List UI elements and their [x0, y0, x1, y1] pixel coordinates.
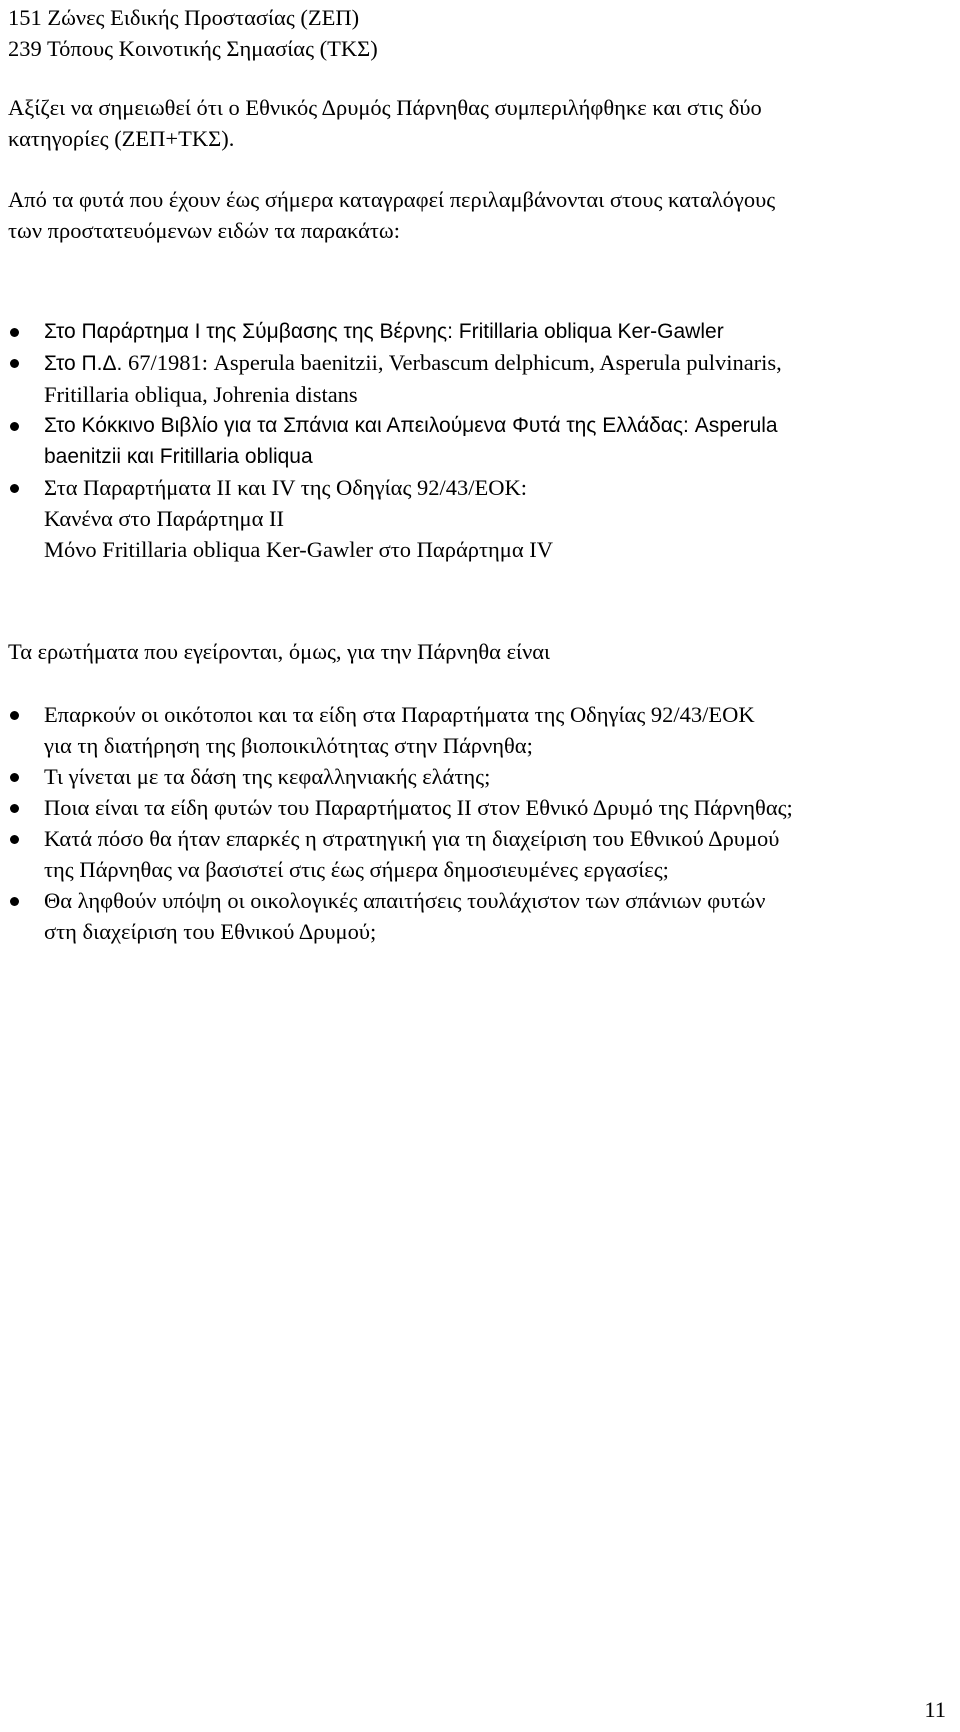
list-item-line: baenitzii και Fritillaria obliqua [44, 445, 313, 468]
parnitha-note [8, 92, 762, 154]
list-item-line: στη διαχείριση του Εθνικού Δρυμού; [44, 919, 377, 944]
decree-rest: 67/1981: Asperula baenitzii, Verbascum delphicum, Asperula pulvinaris, [122, 350, 782, 375]
list-item-line: για τη διατήρηση της βιοποικιλότητας στην Πάρνηθα; [44, 733, 533, 758]
note-line-2: κατηγορίες (ΖΕΠ+ΤΚΣ). [8, 126, 235, 151]
list-item [8, 761, 953, 792]
list-item-line: της Πάρνηθας να βασιστεί στις έως σήμερα δημοσιευμένες εργασίες; [44, 857, 669, 882]
list-item-line: Ποια είναι τα είδη φυτών του Παραρτήματος ΙΙ στον Εθνικό Δρυμό της Πάρνηθας; [44, 795, 793, 820]
list-item [8, 316, 953, 347]
note-line-1: Αξίζει να σημειωθεί ότι ο Εθνικός Δρυμός Πάρνηθας συμπεριλήφθηκε και στις δύο [8, 95, 762, 120]
list-item-line: Κατά πόσο θα ήταν επαρκές η στρατηγική για τη διαχείριση του Εθνικού Δρυμού [44, 826, 780, 851]
list-item-line [44, 347, 953, 379]
list-item [8, 347, 953, 410]
list-item-line: Τι γίνεται με τα δάση της κεφαλληνιακής ελάτης; [44, 764, 491, 789]
list-item [8, 410, 953, 472]
decree-prefix: Στο Π.Δ. [44, 352, 123, 375]
sci-count-line: 239 Τόπους Κοινοτικής Σημασίας (ΤΚΣ) [8, 36, 378, 61]
list-item [8, 823, 953, 885]
protected-plants-list [8, 316, 953, 565]
questions-list [8, 699, 953, 947]
plants-intro-line-1: Από τα φυτά που έχουν έως σήμερα καταγραφεί περιλαμβάνονται στους καταλόγους [8, 187, 776, 212]
list-item-line: Μόνο Fritillaria obliqua Ker-Gawler στο Παράρτημα ΙV [44, 537, 553, 562]
spa-count-line: 151 Ζώνες Ειδικής Προστασίας (ΖΕΠ) [8, 5, 360, 30]
page-number: 11 [924, 1697, 946, 1722]
list-item-line: Θα ληφθούν υπόψη οι οικολογικές απαιτήσεις τουλάχιστον των σπάνιων φυτών [44, 888, 766, 913]
list-item [8, 792, 953, 823]
list-item-line: Κανένα στο Παράρτημα ΙΙ [44, 506, 285, 531]
plants-intro-paragraph [8, 184, 775, 246]
list-item-line: Στα Παραρτήματα ΙΙ και ΙV της Οδηγίας 92/43/ΕΟΚ: [44, 475, 527, 500]
plants-intro-line-2: των προστατευόμενων ειδών τα παρακάτω: [8, 218, 400, 243]
list-item-line: Στο Παράρτημα Ι της Σύμβασης της Βέρνης: Fritillaria obliqua Ker-Gawler [44, 320, 724, 343]
list-item [8, 472, 953, 565]
list-item [8, 699, 953, 761]
list-item-line: Fritillaria obliqua, Johrenia distans [44, 382, 358, 407]
questions-intro: Τα ερωτήματα που εγείρονται, όμως, για την Πάρνηθα είναι [8, 639, 551, 664]
list-item-line: Στο Κόκκινο Βιβλίο για τα Σπάνια και Απειλούμενα Φυτά της Ελλάδας: Asperula [44, 414, 778, 437]
list-item [8, 885, 953, 947]
list-item-line: Επαρκούν οι οικότοποι και τα είδη στα Παραρτήματα της Οδηγίας 92/43/ΕΟΚ [44, 702, 755, 727]
site-counts [8, 2, 378, 64]
